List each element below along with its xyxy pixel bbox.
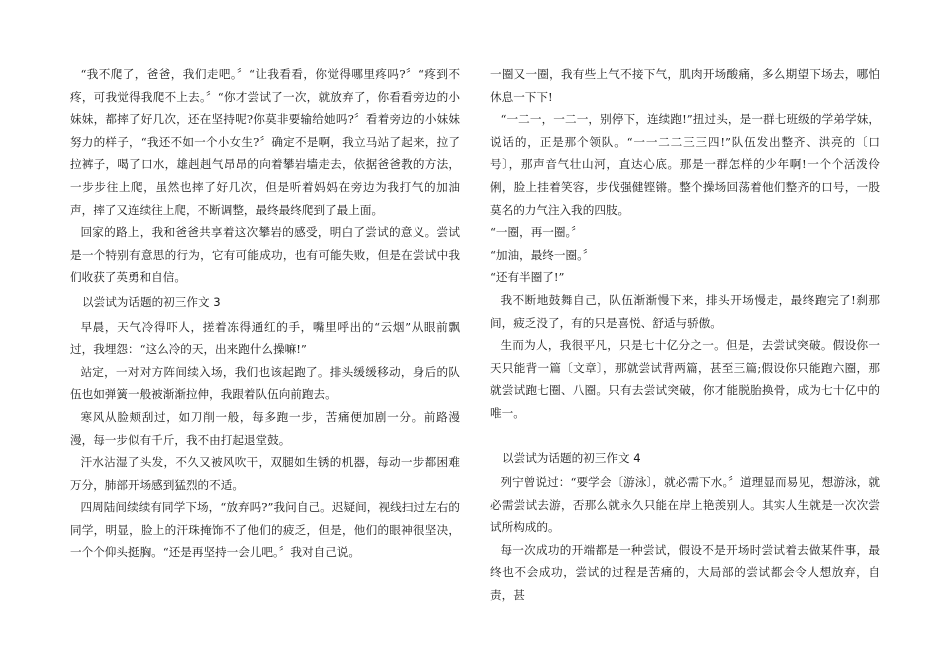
paragraph: 列宁曾说过：“要学会〔游泳〕，就必需下水。〞道理显而易见，想游泳，就必需尝试去游，否那么就永久只能在岸上艳羡别人。其实人生就是一次次尝试所构成的。 xyxy=(490,475,880,535)
paragraph: 每一次成功的开端都是一种尝试，假设不是开场时尝试着去做某件事，最终也不会成功，尝试的过程是苦痛的，大局部的尝试都会令人想放弃，自责，甚 xyxy=(490,542,880,603)
paragraph: “一二一，一二一，别停下，连续跑!”扭过头，是一群七班级的学弟学妹，说话的，正是那个领队。“一一二二三三四!”队伍发出整齐、洪亮的〔口号〕，那声音气壮山河，直达心底。那是一群怎样的少年啊!一个个活泼伶俐，脸上挂着笑容，步伐强健铿锵。整个操场回荡着他们整齐的口号，一股莫名的力气注入我的四肢。 xyxy=(490,112,880,217)
essay-heading-4: 以尝试为话题的初三作文 4 xyxy=(502,450,641,465)
left-column xyxy=(70,63,460,564)
right-column xyxy=(490,63,880,607)
paragraph: “我不爬了，爸爸，我们走吧。〞“让我看看，你觉得哪里疼吗?〞“疼到不疼，可我觉得我爬不上去。〞“你才尝试了一次，就放弃了，你看看旁边的小妹妹，都摔了好几次，还在坚持呢?你莫非要输给她吗?〞看着旁边的小妹妹努力的样子，“我还不如一个小女生?〞确定不是啊，我立马站了起来，拉了拉裤子，喝了口水，雄赳赳气昂昂的向着攀岩墙走去，依据爸爸教的方法，一步步往上爬，虽然也摔了好几次，但是听着妈妈在旁边为我打气的加油声，摔了又连续往上爬，不断调整，最终最终爬到了最上面。 xyxy=(70,67,460,217)
spacer xyxy=(490,425,880,447)
paragraph: 生而为人，我很平凡，只是七十亿分之一。但是，去尝试突破。假设你一天只能背一篇〔文章〕，那就尝试背两篇，甚至三篇;假设你只能跑六圈，那就尝试跑七圈、八圈。只有去尝试突破，你才能脱胎换骨，成为七十亿中的唯一。 xyxy=(490,338,880,420)
essay-heading-3: 以尝试为话题的初三作文 3 xyxy=(82,294,221,309)
paragraph: “加油，最终一圈。〞 xyxy=(490,247,595,262)
paragraph: 早晨，天气冷得吓人，搓着冻得通红的手，嘴里呼出的“云烟”从眼前飘过，我埋怨：“这么冷的天，出来跑什么操嘛!” xyxy=(70,319,460,357)
paragraph: 我不断地鼓舞自己，队伍渐渐慢下来，排头开场慢走，最终跑完了!刹那间，疲乏没了，有的只是喜悦、舒适与骄傲。 xyxy=(490,292,880,330)
paragraph: 站定，一对对方阵间续入场，我们也该起跑了。排头缓缓移动，身后的队伍也如弹簧一般被渐渐拉伸，我跟着队伍向前跑去。 xyxy=(70,364,460,402)
paragraph: 寒风从脸颊刮过，如刀削一般，每多跑一步，苦痛便加剧一分。前路漫漫，每一步似有千斤，我不由打起退堂鼓。 xyxy=(70,409,460,447)
paragraph: “一圈，再一圈。〞 xyxy=(490,225,583,240)
paragraph: “还有半圈了!” xyxy=(490,270,565,285)
paragraph: 汗水沾湿了头发，不久又被风吹干，双腿如生锈的机器，每动一步都困难万分，肺部开场感到猛烈的不适。 xyxy=(70,455,460,492)
paragraph: 四周陆间续续有同学下场，“放弃吗?”我问自己。迟疑间，视线扫过左右的同学，明显，脸上的汗珠掩饰不了他们的疲乏，但是，他们的眼神很坚决，一个个仰头挺胸。“还是再坚持一会儿吧。〞我对自己说。 xyxy=(70,500,460,560)
paragraph: 一圈又一圈，我有些上气不接下气，肌肉开场酸痛，多么期望下场去，哪怕休息一下下! xyxy=(490,67,880,104)
paragraph: 回家的路上，我和爸爸共享着这次攀岩的感受，明白了尝试的意义。尝试是一个特别有意思的行为，它有可能成功，也有可能失败，但是在尝试中我们收获了英勇和自信。 xyxy=(70,225,460,285)
